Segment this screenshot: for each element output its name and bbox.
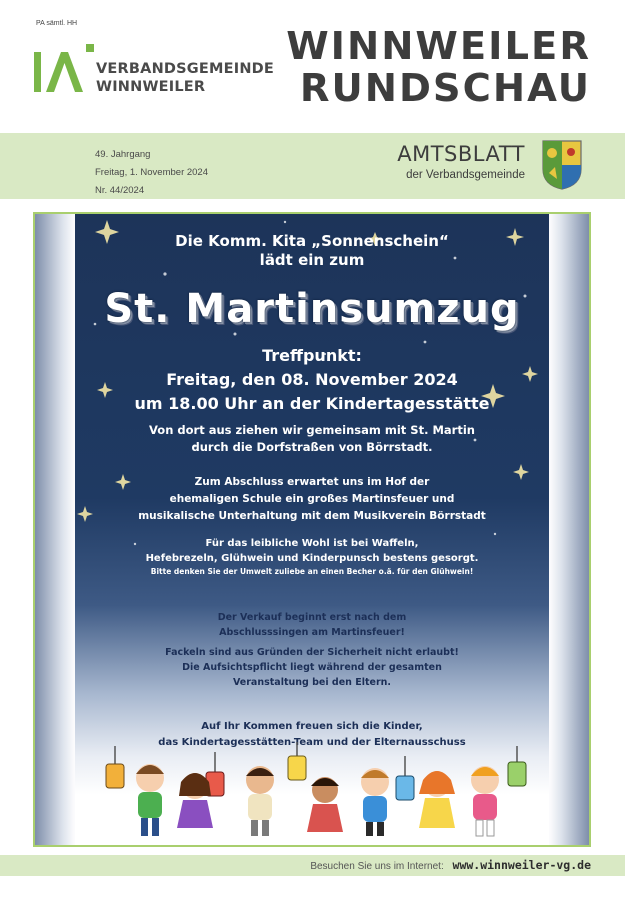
- poster-food-line2: Hefebrezeln, Glühwein und Kinderpunsch bestens gesorgt.: [145, 553, 479, 564]
- st-martin-poster: [75, 214, 549, 845]
- footer-label: Besuchen Sie uns im Internet:: [310, 861, 444, 872]
- amtsblatt-block: [397, 141, 525, 183]
- poster-route: [75, 422, 549, 456]
- poster-route-line2: durch die Dorfstraßen von Börrstadt.: [191, 440, 433, 454]
- masthead: [286, 26, 591, 110]
- poster-food: [75, 536, 549, 578]
- poster-meeting: [75, 344, 549, 416]
- poster-route-line1: Von dort aus ziehen wir gemeinsam mit St. Martin: [149, 423, 475, 437]
- coat-of-arms-icon: [541, 139, 583, 191]
- issue-info: [95, 146, 208, 200]
- poster-date: Freitag, den 08. November 2024: [166, 370, 458, 389]
- poster-sale: [75, 610, 549, 640]
- poster-intro-line1: Die Komm. Kita „Sonnenschein“: [175, 232, 449, 250]
- amtsblatt-title: AMTSBLATT: [397, 142, 525, 166]
- poster-sale-line2: Abschlusssingen am Martinsfeuer!: [219, 627, 405, 638]
- issue-number: Nr. 44/2024: [95, 185, 145, 196]
- poster-title: St. Martinsumzug: [104, 286, 520, 332]
- verbandsgemeinde-name: [96, 60, 274, 96]
- poster-intro: [75, 232, 549, 270]
- poster-safety: [75, 645, 549, 690]
- footer: [310, 858, 591, 872]
- children-with-lanterns-illustration: [75, 742, 549, 842]
- poster-safety-line2: Die Aufsichtspflicht liegt während der gesamten: [182, 662, 442, 673]
- poster-finale-line2: ehemaligen Schule ein großes Martinsfeuer und: [169, 493, 455, 505]
- poster-treffpunkt: Treffpunkt:: [262, 346, 362, 365]
- issue-date: Freitag, 1. November 2024: [95, 167, 209, 178]
- poster-time: um 18.00 Uhr an der Kindertagesstätte: [134, 394, 490, 413]
- issue-jahrgang: 49. Jahrgang: [95, 149, 151, 160]
- website-link[interactable]: www.winnweiler-vg.de: [452, 858, 591, 872]
- masthead-line2: RUNDSCHAU: [299, 66, 591, 111]
- poster-finale: [75, 474, 549, 525]
- poster-food-line3: Bitte denken Sie der Umwelt zuliebe an einen Becher o.ä. für den Glühwein!: [150, 567, 474, 576]
- poster-sale-line1: Der Verkauf beginnt erst nach dem: [217, 612, 407, 623]
- poster-closing-line2: das Kindertagesstätten-Team und der Elternausschuss: [158, 737, 466, 748]
- poster-safety-line1: Fackeln sind aus Gründen der Sicherheit nicht erlaubt!: [165, 647, 459, 658]
- info-band: [0, 133, 625, 199]
- poster-finale-line1: Zum Abschluss erwartet uns im Hof der: [194, 476, 430, 488]
- amtsblatt-subtitle: der Verbandsgemeinde: [406, 169, 525, 181]
- vg-name-line1: VERBANDSGEMEINDE: [96, 61, 274, 77]
- pa-note: PA sämtl. HH: [36, 20, 78, 27]
- vg-name-line2: WINNWEILER: [96, 79, 206, 95]
- poster-food-line1: Für das leibliche Wohl ist bei Waffeln,: [205, 538, 419, 549]
- poster-finale-line3: musikalische Unterhaltung mit dem Musikverein Börrstadt: [138, 510, 486, 522]
- masthead-line1: WINNWEILER: [286, 24, 591, 69]
- poster-safety-line3: Veranstaltung bei den Eltern.: [232, 677, 392, 688]
- child-figures: [136, 764, 499, 836]
- poster-closing-line1: Auf Ihr Kommen freuen sich die Kinder,: [201, 721, 423, 732]
- poster-intro-line2: lädt ein zum: [259, 251, 365, 269]
